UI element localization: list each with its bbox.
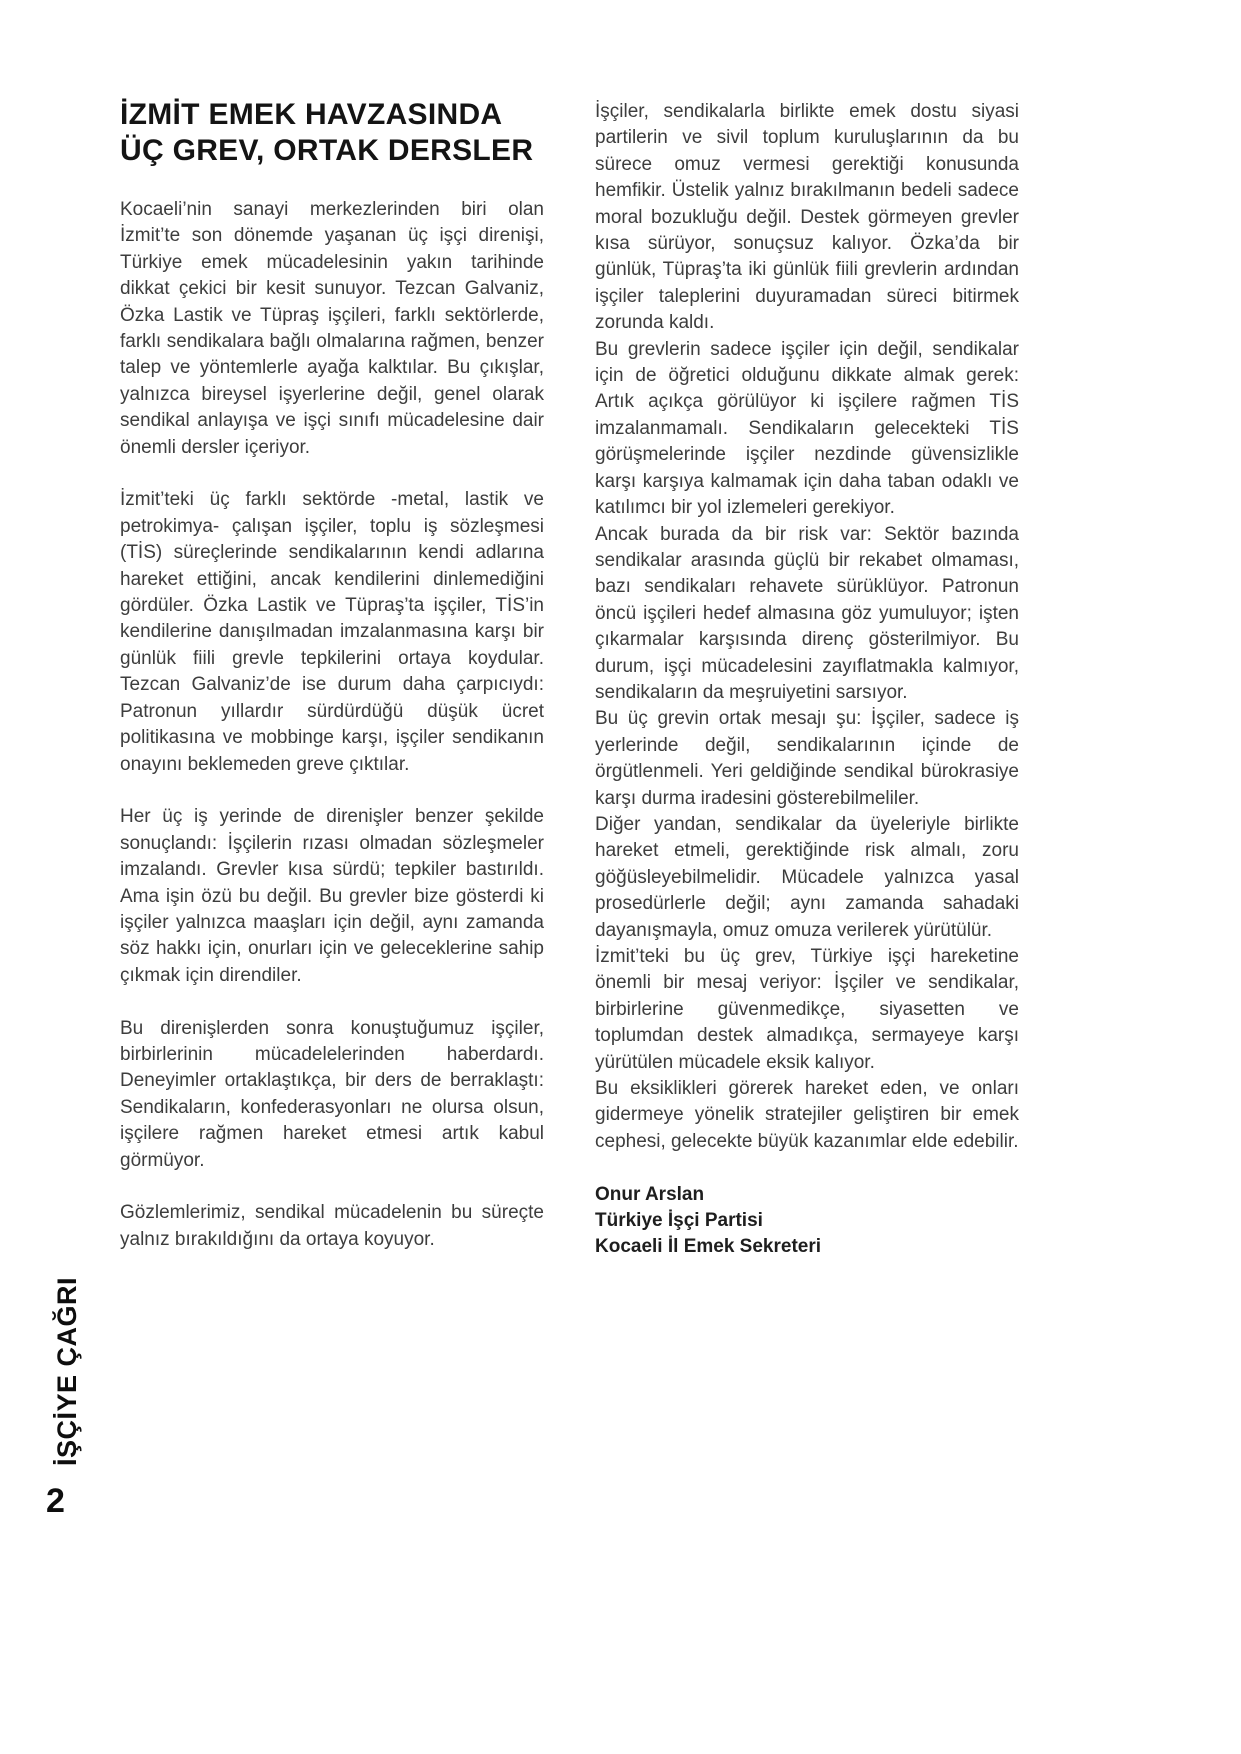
article-paragraph: Bu grevlerin sadece işçiler için değil, sendikalar için de öğretici olduğunu dikkate almak gerek: Artık açıkça görülüyor ki işçilere rağmen TİS imzalanmamalı. Sendikaların gelecekteki TİS görüşmelerinde işçiler nezdinde güvensizlikle karşı karşıya kalmamak için daha taban odaklı ve katılımcı bir yol izlemeleri gerekiyor.: [595, 338, 1019, 519]
article-paragraph: Diğer yandan, sendikalar da üyeleriyle birlikte hareket etmeli, gerektiğinde risk almalı, zoru göğüsleyebilmelidir. Mücadele yalnızca yasal prosedürlerle değil; aynı zamanda sahadaki dayanışmayla, omuz omuza verilerek yürütülür.: [595, 813, 1019, 941]
page-number: 2: [46, 1482, 65, 1520]
article-paragraph: İzmit’teki bu üç grev, Türkiye işçi hareketine önemli bir mesaj veriyor: İşçiler ve sendikalar, birbirlerine güvenmedikçe, siyasetten ve toplumdan destek almadıkça, sermayeye karşı yürütülen mücadele eksik kalıyor.: [595, 946, 1019, 1073]
signature-name: Onur Arslan: [595, 1183, 705, 1205]
article-paragraph: Bu direnişlerden sonra konuştuğumuz işçiler, birbirlerinin mücadelelerinden haberdardı. Deneyimler ortaklaştıkça, bir ders de berraklaştı: Sendikaların, konfederasyonları ne olursa olsun, işçilere rağmen hareket etmesi artık kabul görmüyor.: [120, 1017, 544, 1171]
article-title-line-2: ÜÇ GREV, ORTAK DERSLER: [120, 134, 534, 167]
article-paragraph: İzmit’teki üç farklı sektörde -metal, lastik ve petrokimya- çalışan işçiler, toplu iş sözleşmesi (TİS) süreçlerinde sendikalarının kendi adlarına hareket ettiğini, ancak kendilerini dinlemediğini gördüler. Özka Lastik ve Tüpraş’ta işçiler, TİS’in kendilerine danışılmadan imzalanmasına karşı bir günlük fiili grevle tepkilerini ortaya koydular. Tezcan Galvaniz’de ise durum daha çarpıcıydı: Patronun yıllardır sürdürdüğü düşük ücret politikasına ve mobbinge karşı, işçiler sendikanın onayını beklemeden greve çıktılar.: [120, 489, 544, 775]
article-title: [120, 97, 570, 169]
signature-block: [595, 1182, 1019, 1261]
article-paragraph: Ancak burada da bir risk var: Sektör bazında sendikalar arasında güçlü bir rekabet olmaması, bazı sendikaları rehavete sürüklüyor. Patronun öncü işçileri hedef almasına göz yumuluyor; işten çıkarmalar karşısında direnç gösterilmiyor. Bu durum, işçi mücadelesini zayıflatmakla kalmıyor, sendikaların da meşruiyetini sarsıyor.: [595, 523, 1019, 703]
left-column: [120, 197, 544, 1253]
signature-organization: Türkiye İşçi Partisi: [595, 1210, 763, 1232]
article-paragraph: Her üç iş yerinde de direnişler benzer şekilde sonuçlandı: İşçilerin rızası olmadan sözleşmeler imzalandı. Grevler kısa sürdü; tepkiler bastırıldı. Ama işin özü bu değil. Bu grevler bize gösterdi ki işçiler yalnızca maaşları için değil, aynı zamanda söz hakkı için, onurları için ve geleceklerine sahip çıkmak için direndiler.: [120, 806, 544, 986]
article-title-line-1: İZMİT EMEK HAVZASINDA: [120, 98, 503, 131]
article-paragraph: Bu eksiklikleri görerek hareket eden, ve onları gidermeye yönelik stratejiler geliştiren bir emek cephesi, gelecekte büyük kazanımlar elde edebilir.: [595, 1078, 1019, 1152]
article-paragraph: İşçiler, sendikalarla birlikte emek dostu siyasi partilerin ve sivil toplum kuruluşlarının da bu sürece omuz vermesi gerektiği konusunda hemfikir. Üstelik yalnız bırakılmanın bedeli sadece moral bozukluğu değil. Destek görmeyen grevler kısa sürüyor, sonuçsuz kalıyor. Özka’da bir günlük, Tüpraş’ta iki günlük fiili grevlerin ardından işçiler taleplerini duyuramadan süreci bitirmek zorunda kaldı.: [595, 101, 1019, 334]
article-paragraph: Bu üç grevin ortak mesajı şu: İşçiler, sadece iş yerlerinde değil, sendikalarının içinde de örgütlenmeli. Yeri geldiğinde sendikal bürokrasiye karşı durma iradesini gösterebilmeliler.: [595, 708, 1019, 809]
article-paragraph: Gözlemlerimiz, sendikal mücadelenin bu süreçte yalnız bırakıldığını da ortaya koyuyor.: [120, 1202, 544, 1250]
signature-role: Kocaeli İl Emek Sekreteri: [595, 1236, 822, 1258]
right-column: [595, 99, 1019, 1261]
article-paragraph: Kocaeli’nin sanayi merkezlerinden biri olan İzmit’te son dönemde yaşanan üç işçi direnişi, Türkiye emek mücadelesinin yakın tarihinde dikkat çekici bir kesit sunuyor. Tezcan Galvaniz, Özka Lastik ve Tüpraş işçileri, farklı sektörlerde, farklı sendikalara bağlı olmalarına rağmen, benzer talep ve yöntemlerle ayağa kalktılar. Bu çıkışlar, yalnızca bireysel işyerlerine değil, genel olarak sendikal anlayışa ve işçi sınıfı mücadelesine dair önemli dersler içeriyor.: [120, 199, 544, 458]
section-vertical-label: İŞÇİYE ÇAĞRI: [52, 1276, 82, 1466]
